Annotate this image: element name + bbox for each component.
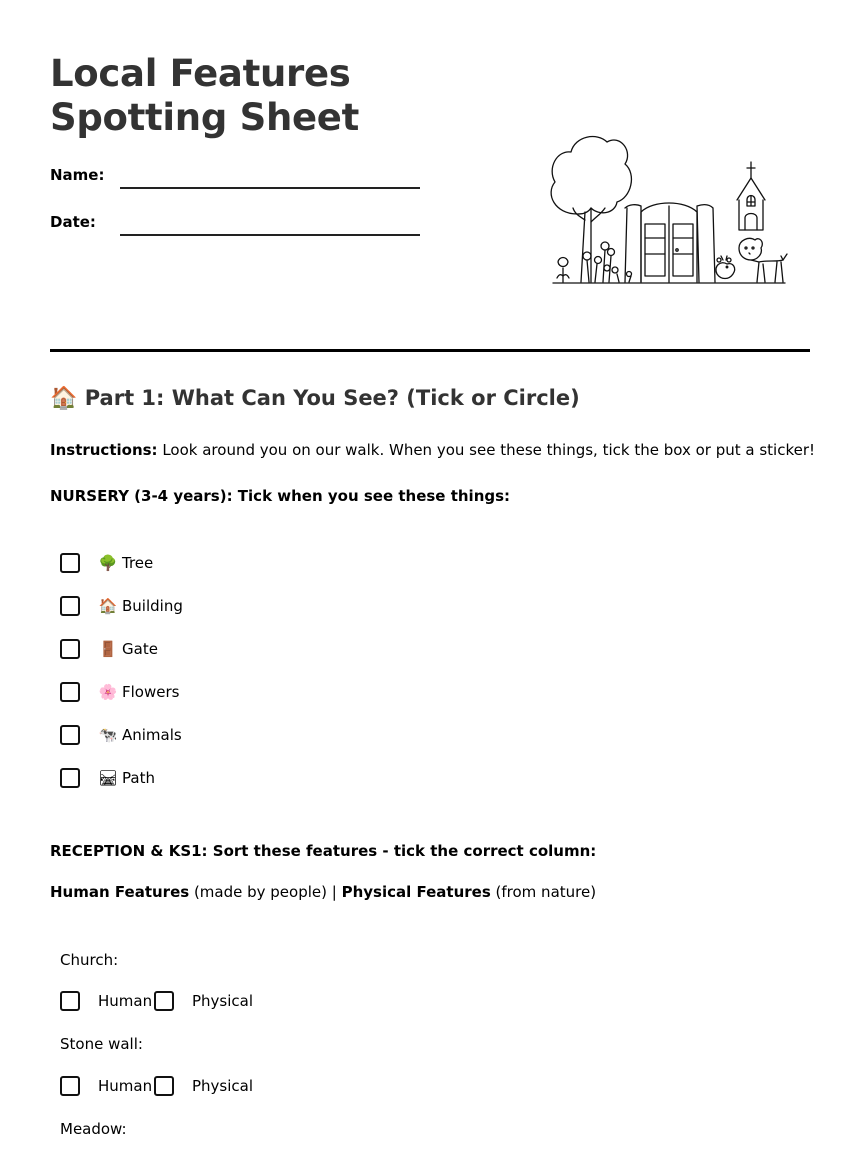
flower-icon: 🌸 — [98, 683, 118, 701]
instructions — [50, 441, 815, 459]
nursery-checkbox-animals[interactable] — [60, 725, 80, 745]
door-icon: 🚪 — [98, 640, 118, 658]
nursery-item-animals — [98, 726, 182, 744]
house-icon: 🏠 — [98, 597, 118, 615]
nursery-item-path — [98, 769, 155, 787]
page-title: Local Features Spotting Sheet — [50, 52, 359, 139]
date-label: Date: — [50, 213, 96, 231]
instructions-text: Look around you on our walk. When you see these things, tick the box or put a sticker! — [157, 441, 816, 459]
church-physical-label: Physical — [192, 992, 254, 1010]
stone-wall-physical-checkbox[interactable] — [154, 1076, 174, 1096]
nursery-checkbox-tree[interactable] — [60, 553, 80, 573]
nursery-item-gate — [98, 640, 158, 658]
nursery-checkbox-path[interactable] — [60, 768, 80, 788]
human-features-note: (made by people) | — [189, 883, 342, 901]
nursery-item-label: Flowers — [122, 683, 180, 701]
house-icon: 🏠 — [50, 386, 78, 411]
sort-item-stone-wall: Stone wall: — [60, 1035, 143, 1053]
nursery-item-label: Animals — [122, 726, 182, 744]
part1-heading-text: Part 1: What Can You See? (Tick or Circle) — [84, 386, 580, 410]
church-physical-checkbox[interactable] — [154, 991, 174, 1011]
instructions-label: Instructions: — [50, 441, 158, 459]
human-features-label: Human Features — [50, 883, 190, 901]
nursery-checkbox-gate[interactable] — [60, 639, 80, 659]
tree-icon: 🌳 — [98, 554, 118, 572]
nursery-item-label: Building — [122, 597, 183, 615]
stone-wall-human-checkbox[interactable] — [60, 1076, 80, 1096]
nursery-item-label: Tree — [122, 554, 154, 572]
cow-icon: 🐄 — [98, 726, 118, 744]
church-human-checkbox[interactable] — [60, 991, 80, 1011]
nursery-item-flowers — [98, 683, 179, 701]
sort-item-church: Church: — [60, 951, 119, 969]
nursery-item-building — [98, 597, 183, 615]
sort-item-meadow: Meadow: — [60, 1120, 127, 1138]
nursery-checkbox-building[interactable] — [60, 596, 80, 616]
church-human-label: Human — [98, 992, 153, 1010]
nursery-item-label: Gate — [122, 640, 158, 658]
section-divider — [50, 349, 810, 352]
stone-wall-human-label: Human — [98, 1077, 153, 1095]
nursery-checkbox-flowers[interactable] — [60, 682, 80, 702]
columns-line — [50, 883, 596, 901]
name-field[interactable] — [120, 187, 420, 189]
physical-features-note: (from nature) — [490, 883, 597, 901]
path-icon: 🛤 — [98, 769, 118, 787]
nursery-heading: NURSERY (3-4 years): Tick when you see these things: — [50, 487, 511, 505]
stone-wall-physical-label: Physical — [192, 1077, 254, 1095]
reception-heading: RECEPTION & KS1: Sort these features - tick the correct column: — [50, 842, 597, 860]
name-label: Name: — [50, 166, 105, 184]
part1-heading — [50, 386, 580, 411]
nursery-item-tree — [98, 554, 153, 572]
date-field[interactable] — [120, 234, 420, 236]
physical-features-label: Physical Features — [341, 883, 491, 901]
nursery-item-label: Path — [122, 769, 155, 787]
countryside-illustration — [545, 128, 790, 290]
